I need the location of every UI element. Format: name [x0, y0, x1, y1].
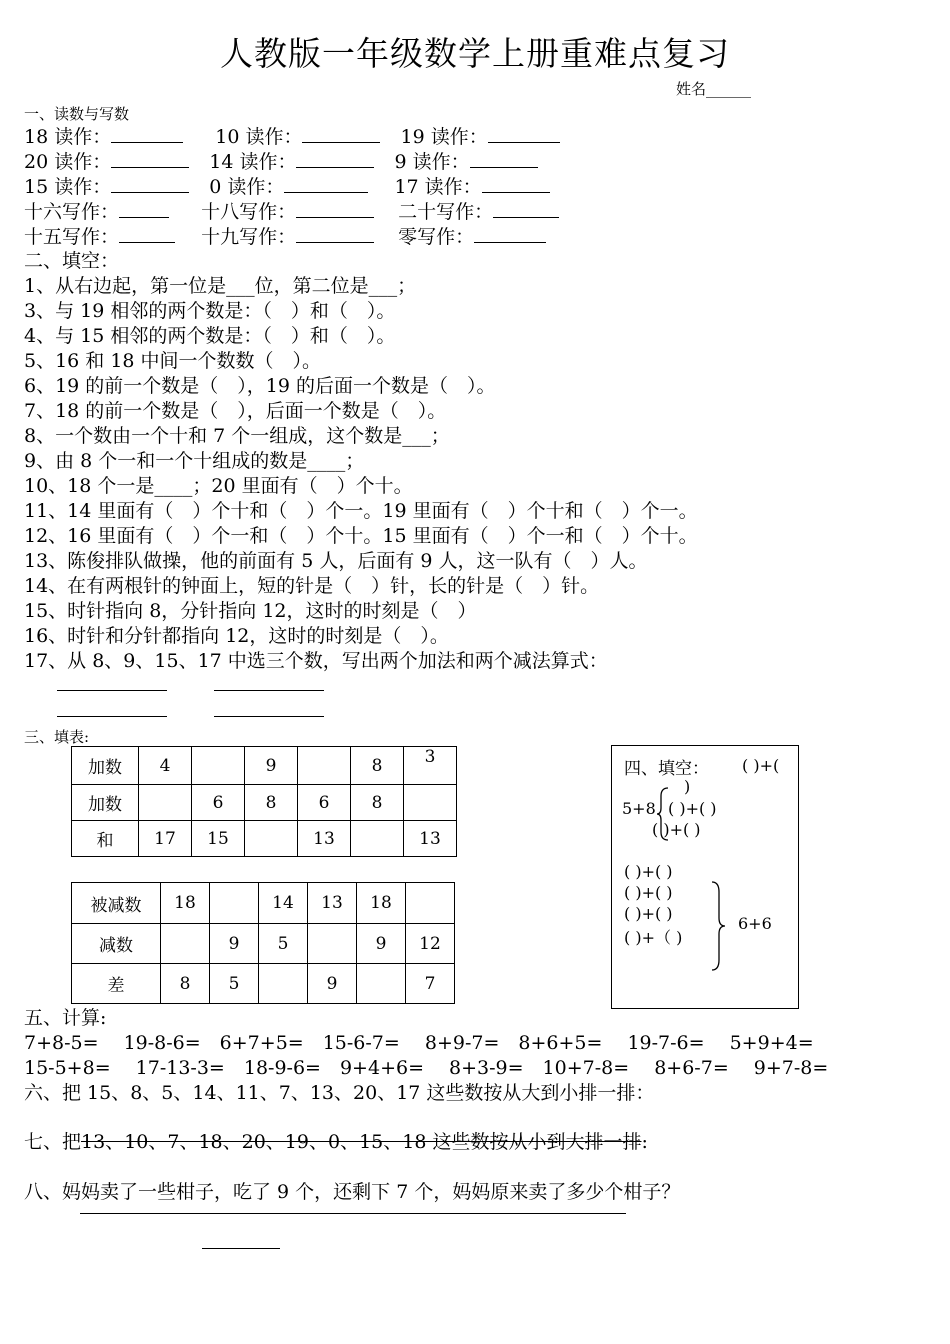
sec1-row-5: [24, 224, 546, 250]
table-cell: 14: [259, 883, 308, 924]
fill-item: 6、19 的前一个数是（ ），19 的后面一个数是（ ）。: [24, 375, 496, 397]
fill-item: 15、时针指向 8，分针指向 12，这时的时刻是（ ）: [24, 600, 477, 622]
fill-item: 5、16 和 18 中间一个数数（ ）。: [24, 350, 322, 372]
table-cell: 13: [404, 821, 457, 857]
table-cell: 和: [72, 821, 139, 857]
fill-item: 10、18 个一是____；20 里面有（ ）个十。: [24, 475, 413, 497]
sec1-row-2: [24, 149, 538, 175]
table-cell: 13: [308, 883, 357, 924]
blank-pair[interactable]: ( )+( ): [624, 862, 673, 881]
addition-table: [71, 746, 457, 857]
fill-item: 1、从右边起，第一位是___位，第二位是___；: [24, 275, 417, 297]
table-cell: 18: [357, 883, 406, 924]
fill-item: 11、14 里面有（ ）个十和（ ）个一。19 里面有（ ）个十和（ ）个一。: [24, 500, 698, 522]
table-cell: 9: [210, 924, 259, 964]
read-label: 9 读作：: [394, 151, 470, 173]
fill-item: 17、从 8、9、15、17 中选三个数，写出两个加法和两个减法算式：: [24, 650, 608, 672]
table-cell: 9: [245, 747, 298, 785]
write-label: 十九写作：: [201, 226, 297, 248]
write-label: 十八写作：: [201, 201, 297, 223]
table-cell: 6: [192, 785, 245, 821]
answer-blank[interactable]: [470, 149, 538, 168]
section3-heading: 三、填表:: [24, 728, 90, 746]
table-cell[interactable]: [351, 821, 404, 857]
table-cell[interactable]: [192, 747, 245, 785]
table-cell[interactable]: [161, 924, 210, 964]
table-cell[interactable]: [404, 785, 457, 821]
answer-line[interactable]: [214, 716, 324, 717]
section6-question: 六、把 15、8、5、14、11、7、13、20、17 这些数按从大到小排一排：: [24, 1082, 655, 1104]
table-cell: 5: [210, 964, 259, 1004]
answer-line[interactable]: [202, 1248, 280, 1249]
table-cell[interactable]: [210, 883, 259, 924]
answer-blank[interactable]: [296, 224, 374, 243]
answer-line[interactable]: [57, 716, 167, 717]
table-cell: 9: [357, 924, 406, 964]
table-cell: 9: [308, 964, 357, 1004]
fill-item: 4、与 15 相邻的两个数是：（ ）和（ ）。: [24, 325, 396, 347]
answer-line[interactable]: [57, 690, 167, 691]
write-label: 二十写作：: [398, 201, 494, 223]
answer-blank[interactable]: [284, 174, 368, 193]
table-cell[interactable]: [298, 747, 351, 785]
name-field-label: 姓名______: [676, 80, 752, 98]
fill-item: 12、16 里面有（ ）个一和（ ）个十。15 里面有（ ）个一和（ ）个十。: [24, 525, 698, 547]
blank-pair[interactable]: ( )+( ): [624, 904, 673, 923]
read-label: 20 读作：: [24, 151, 112, 173]
table-cell: 12: [406, 924, 455, 964]
section7-tail: :: [641, 1131, 648, 1153]
table-cell: 减数: [72, 924, 161, 964]
fill-item: 13、陈俊排队做操，他的前面有 5 人，后面有 9 人，这一队有（ ）人。: [24, 550, 648, 572]
answer-blank[interactable]: [111, 149, 189, 168]
section7-lead: 七、把: [24, 1131, 82, 1153]
answer-line[interactable]: [214, 690, 324, 691]
fill-item: 14、在有两根针的钟面上，短的针是（ ）针，长的针是（ ）针。: [24, 575, 600, 597]
calc-row-2: 15-5+8= 17-13-3= 18-9-6= 9+4+6= 8+3-9= 10+7-8= 8+6-7= 9+7-8=: [24, 1057, 829, 1079]
table-cell: 17: [139, 821, 192, 857]
table-cell: 15: [192, 821, 245, 857]
section1-heading: 一、读数与写数: [24, 105, 130, 123]
table-cell: 8: [245, 785, 298, 821]
read-label: 0 读作：: [209, 176, 285, 198]
sec1-row-4: [24, 199, 559, 225]
table-cell: 4: [139, 747, 192, 785]
section7-question: [24, 1130, 648, 1155]
table-cell[interactable]: [357, 964, 406, 1004]
write-label: 零写作：: [398, 226, 475, 248]
table-cell: 3: [404, 747, 457, 785]
answer-blank[interactable]: [488, 124, 560, 143]
table-cell[interactable]: [259, 964, 308, 1004]
calc-row-1: 7+8-5= 19-8-6= 6+7+5= 15-6-7= 8+9-7= 8+6+5= 19-7-6= 5+9+4=: [24, 1032, 814, 1054]
section7-struck-text: 13、10、7、18、20、19、0、15、18 这些数按从小到大排一排: [81, 1131, 642, 1153]
section5-heading: 五、计算:: [24, 1007, 107, 1029]
sec1-row-1: [24, 124, 560, 150]
table-cell: 5: [259, 924, 308, 964]
read-label: 17 读作：: [394, 176, 482, 198]
page-title: 人教版一年级数学上册重难点复习: [220, 34, 730, 73]
read-label: 10 读作：: [215, 126, 303, 148]
fill-item: 7、18 的前一个数是（ ），后面一个数是（ ）。: [24, 400, 447, 422]
subtraction-table: [71, 882, 455, 1004]
section8-question: 八、妈妈卖了一些柑子，吃了 9 个，还剩下 7 个，妈妈原来卖了多少个柑子？: [24, 1181, 681, 1203]
answer-blank[interactable]: [482, 174, 550, 193]
blank-pair[interactable]: ( )+（ ): [624, 928, 683, 947]
table-cell: 13: [298, 821, 351, 857]
read-label: 18 读作：: [24, 126, 112, 148]
answer-blank[interactable]: [296, 199, 374, 218]
table-cell: 被减数: [72, 883, 161, 924]
blank-pair[interactable]: ( )+( ): [652, 820, 701, 839]
table-cell: 8: [351, 747, 404, 785]
fill-item: 8、一个数由一个十和 7 个一组成，这个数是___；: [24, 425, 450, 447]
fill-item: 9、由 8 个一和一个十组成的数是____；: [24, 450, 365, 472]
table-cell[interactable]: [139, 785, 192, 821]
sec1-row-3: [24, 174, 550, 200]
answer-blank[interactable]: [111, 124, 183, 143]
table-cell: 8: [161, 964, 210, 1004]
table-cell: 6: [298, 785, 351, 821]
table-cell: 差: [72, 964, 161, 1004]
table-cell[interactable]: [245, 821, 298, 857]
decomposition-box: [611, 745, 799, 1009]
write-label: 十五写作：: [24, 226, 120, 248]
blank-pair[interactable]: ( )+( ): [624, 883, 673, 902]
section4-heading: 四、填空：: [624, 759, 709, 779]
answer-line[interactable]: [80, 1213, 626, 1214]
answer-blank[interactable]: [493, 199, 559, 218]
answer-blank[interactable]: [302, 124, 380, 143]
answer-blank[interactable]: [119, 224, 175, 243]
table-cell: 18: [161, 883, 210, 924]
expression-5-plus-8: 5+8: [622, 799, 656, 818]
table-cell: 加数: [72, 785, 139, 821]
table-cell: 7: [406, 964, 455, 1004]
answer-blank[interactable]: [474, 224, 546, 243]
right-brace-icon: [710, 880, 728, 972]
fill-item: 16、时针和分针都指向 12，这时的时刻是（ ）。: [24, 625, 449, 647]
read-label: 19 读作：: [400, 126, 488, 148]
blank-pair-close: ): [684, 777, 691, 796]
table-cell[interactable]: [406, 883, 455, 924]
table-cell: 8: [351, 785, 404, 821]
table-cell: 加数: [72, 747, 139, 785]
blank-pair[interactable]: ( )+( ): [668, 799, 717, 818]
answer-blank[interactable]: [119, 199, 169, 218]
answer-blank[interactable]: [296, 149, 374, 168]
fill-item: 3、与 19 相邻的两个数是：（ ）和（ ）。: [24, 300, 396, 322]
section2-heading: 二、填空：: [24, 250, 120, 272]
read-label: 15 读作：: [24, 176, 112, 198]
expression-6-plus-6: 6+6: [738, 914, 772, 933]
table-cell[interactable]: [308, 924, 357, 964]
write-label: 十六写作：: [24, 201, 120, 223]
read-label: 14 读作：: [209, 151, 297, 173]
answer-blank[interactable]: [111, 174, 189, 193]
blank-pair[interactable]: ( )+(: [742, 756, 780, 775]
